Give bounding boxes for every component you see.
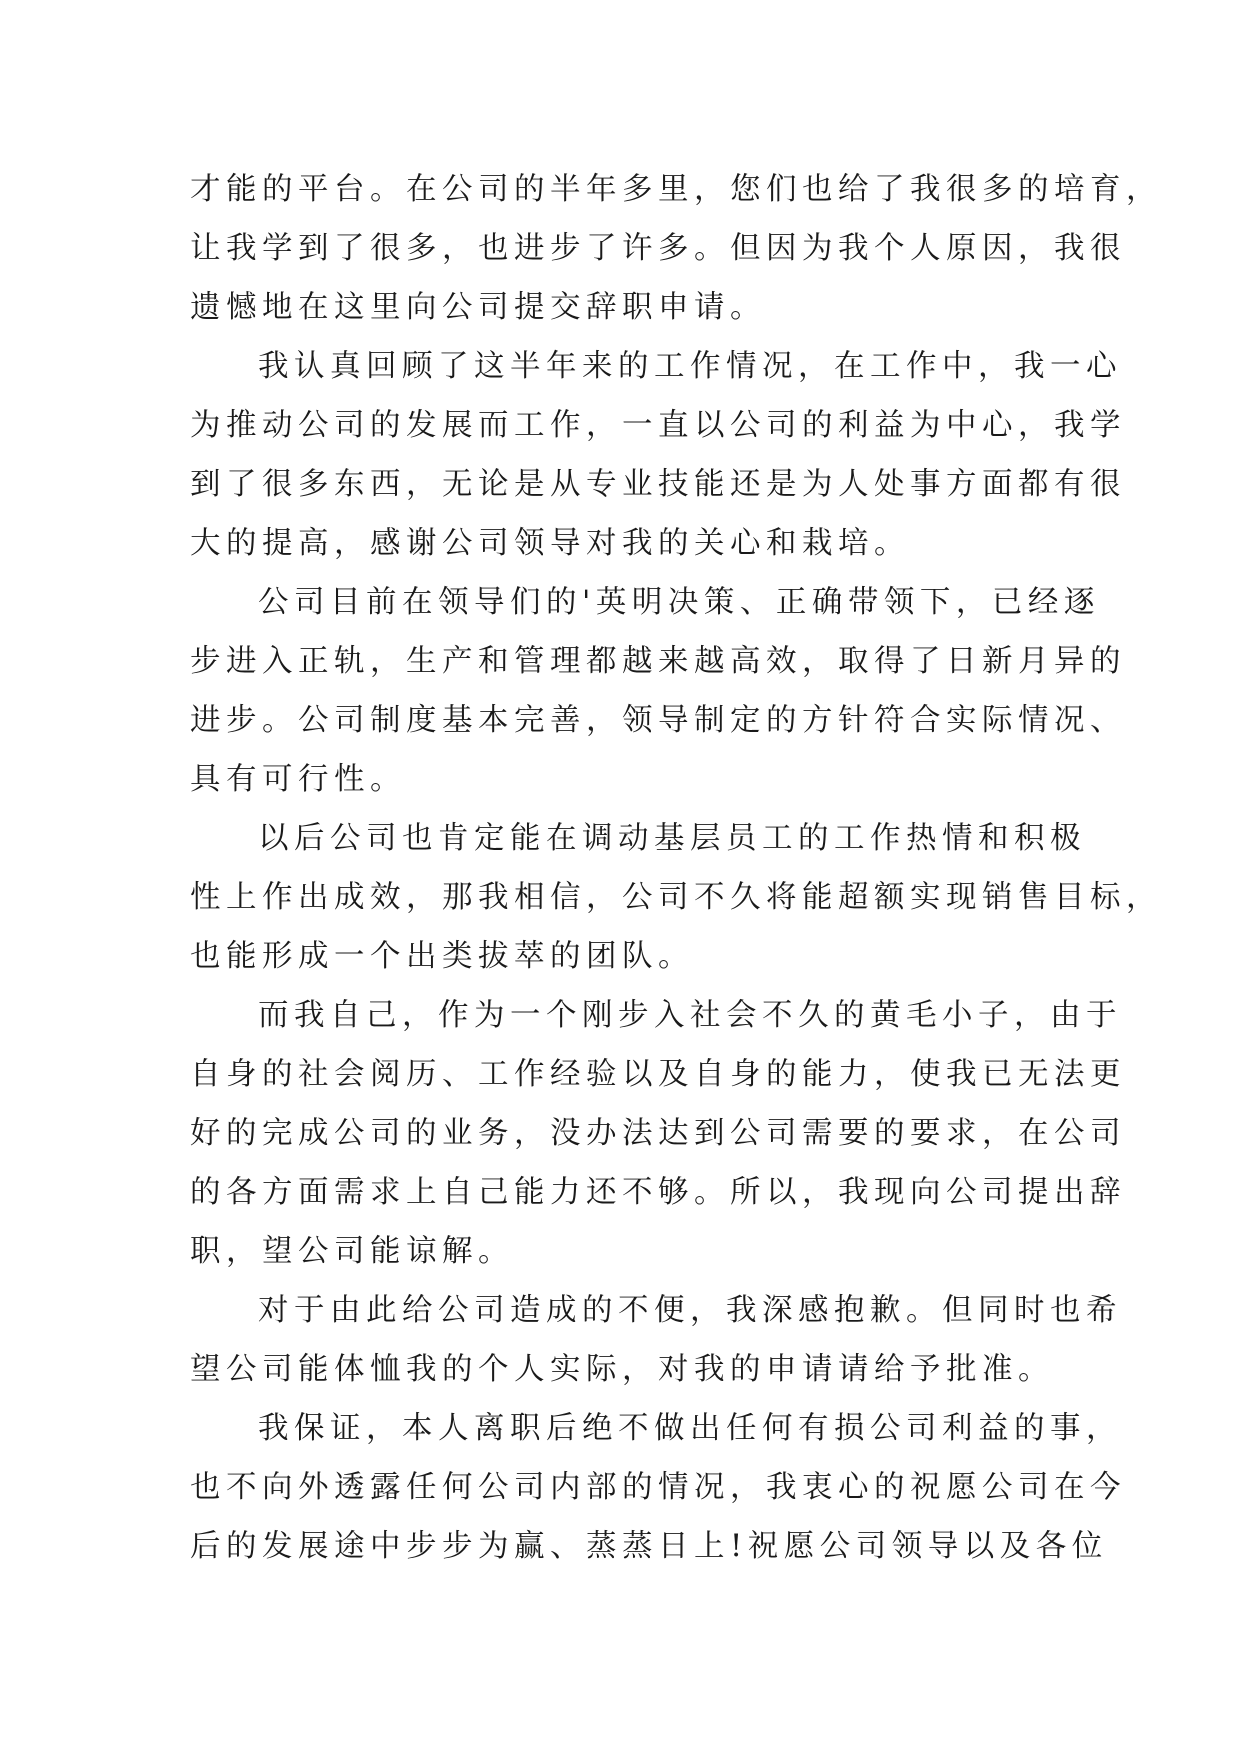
paragraph-first-line: 以后公司也肯定能在调动基层员工的工作热情和积极	[258, 821, 1086, 856]
text-line: 自身的社会阅历、工作经验以及自身的能力，使我已无法更	[190, 1057, 1126, 1092]
text-line: 到了很多东西，无论是从专业技能还是为人处事方面都有很	[190, 467, 1126, 502]
paragraph-first-line: 而我自己，作为一个刚步入社会不久的黄毛小子，由于	[258, 998, 1122, 1033]
text-line: 的各方面需求上自己能力还不够。所以，我现向公司提出辞	[190, 1175, 1126, 1210]
text-line: 后的发展途中步步为赢、蒸蒸日上!祝愿公司领导以及各位	[190, 1529, 1108, 1564]
text-line: 具有可行性。	[190, 762, 406, 797]
text-line: 步进入正轨，生产和管理都越来越高效，取得了日新月异的	[190, 644, 1126, 679]
text-line: 为推动公司的发展而工作，一直以公司的利益为中心，我学	[190, 408, 1126, 443]
resignation-letter-body	[190, 160, 1162, 1576]
text-line: 好的完成公司的业务，没办法达到公司需要的要求，在公司	[190, 1116, 1126, 1151]
text-line: 也能形成一个出类拔萃的团队。	[190, 939, 694, 974]
text-line: 让我学到了很多，也进步了许多。但因为我个人原因，我很	[190, 231, 1126, 266]
text-line: 进步。公司制度基本完善，领导制定的方针符合实际情况、	[190, 703, 1126, 738]
text-line: 性上作出成效，那我相信，公司不久将能超额实现销售目标，	[190, 880, 1162, 915]
paragraph-first-line: 我保证，本人离职后绝不做出任何有损公司利益的事，	[258, 1411, 1122, 1446]
text-line: 望公司能体恤我的个人实际，对我的申请请给予批准。	[190, 1352, 1054, 1387]
text-line: 也不向外透露任何公司内部的情况，我衷心的祝愿公司在今	[190, 1470, 1126, 1505]
text-line: 才能的平台。在公司的半年多里，您们也给了我很多的培育，	[190, 172, 1162, 207]
paragraph-first-line: 我认真回顾了这半年来的工作情况，在工作中，我一心	[258, 349, 1122, 384]
text-line: 遗憾地在这里向公司提交辞职申请。	[190, 290, 766, 325]
paragraph-first-line: 对于由此给公司造成的不便，我深感抱歉。但同时也希	[258, 1293, 1122, 1328]
text-line: 职，望公司能谅解。	[190, 1234, 514, 1269]
paragraph-first-line: 公司目前在领导们的'英明决策、正确带领下，已经逐	[258, 585, 1100, 620]
text-line: 大的提高，感谢公司领导对我的关心和栽培。	[190, 526, 910, 561]
